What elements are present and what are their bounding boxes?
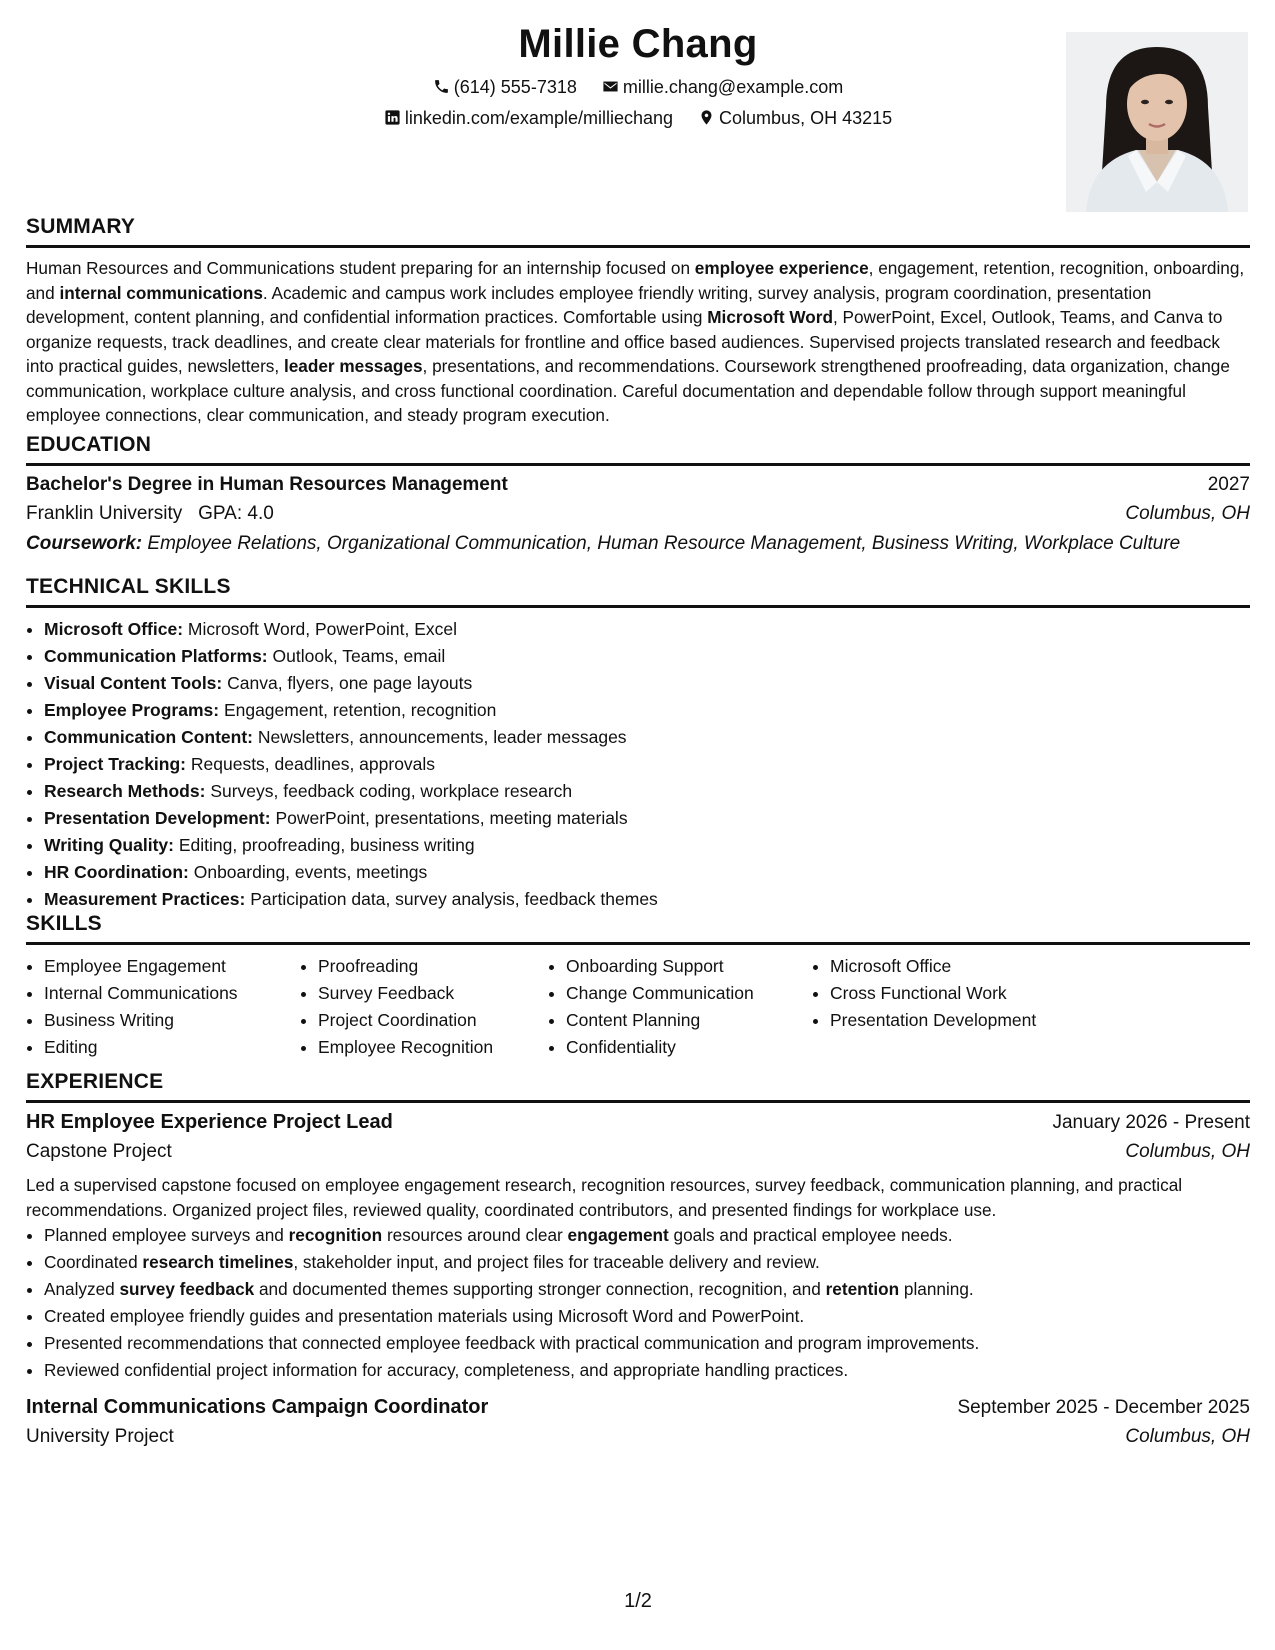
- skill-category: HR Coordination:: [44, 862, 189, 882]
- experience-entry-1: [26, 1111, 1250, 1384]
- skill-category: Presentation Development:: [44, 808, 271, 828]
- list-item: • Employee Engagement: [44, 953, 300, 980]
- experience-heading: EXPERIENCE: [26, 1070, 164, 1093]
- education-heading: EDUCATION: [26, 433, 152, 456]
- map-pin-icon: [698, 109, 715, 126]
- bullet-keyword: survey feedback: [119, 1279, 255, 1299]
- skills-column-4: [812, 953, 1090, 1061]
- summary-heading: SUMMARY: [26, 215, 136, 238]
- list-item: [44, 859, 1250, 886]
- skill-category: Visual Content Tools:: [44, 673, 223, 693]
- skills-column-3: [548, 953, 812, 1061]
- list-item: • Presented recommendations that connected employee feedback with practical communication and program improvements.: [44, 1330, 1250, 1357]
- coursework-line: [26, 533, 1250, 555]
- skill-values: Participation data, survey analysis, feedback themes: [250, 889, 658, 909]
- section-divider: [26, 463, 1250, 466]
- skill-values: Microsoft Word, PowerPoint, Excel: [187, 619, 457, 639]
- degree-title: Bachelor's Degree in Human Resources Management: [26, 474, 508, 495]
- summary-paragraph: [26, 256, 1250, 428]
- skill-values: Outlook, Teams, email: [272, 646, 446, 666]
- list-item: [44, 805, 1250, 832]
- graduation-year: 2027: [1207, 474, 1250, 495]
- list-item: • Created employee friendly guides and presentation materials using Microsoft Word and PowerPoint.: [44, 1303, 1250, 1330]
- list-item: • Presentation Development: [830, 1007, 1090, 1034]
- skill-category: Microsoft Office:: [44, 619, 184, 639]
- job-title: Internal Communications Campaign Coordinator: [26, 1396, 489, 1418]
- bullet-keyword: retention: [825, 1279, 900, 1299]
- skills-heading: SKILLS: [26, 912, 102, 935]
- bullet-keyword: engagement: [567, 1225, 669, 1245]
- skill-category: Communication Platforms:: [44, 646, 268, 666]
- list-item: [44, 643, 1250, 670]
- technical-skills-section: [26, 575, 1250, 913]
- school-row: [26, 503, 1250, 525]
- job-description: Led a supervised capstone focused on employee engagement research, recognition resources, survey feedback, communication planning, and practical recommendations. Organized project files, reviewed quality, coordinated contributors, and presented findings for workplace use.: [26, 1175, 1183, 1220]
- resume-page: [26, 0, 1250, 1650]
- list-item: [44, 1249, 1250, 1276]
- linkedin-contact[interactable]: [384, 108, 673, 129]
- list-item: • Microsoft Office: [830, 953, 1090, 980]
- list-item: [44, 697, 1250, 724]
- list-item: • Proofreading: [318, 953, 548, 980]
- skills-column-2: [300, 953, 548, 1061]
- bullet-keyword: recognition: [288, 1225, 383, 1245]
- job-location: Columbus, OH: [1125, 1426, 1250, 1447]
- bullet-text: goals and practical employee needs.: [668, 1225, 953, 1245]
- skill-category: Measurement Practices:: [44, 889, 246, 909]
- location-contact: [698, 108, 892, 129]
- skill-category: Writing Quality:: [44, 835, 174, 855]
- list-item: • Editing: [44, 1034, 300, 1061]
- job-org-row: [26, 1141, 1250, 1163]
- list-item: • Change Communication: [566, 980, 812, 1007]
- email-text[interactable]: millie.chang@example.com: [622, 77, 844, 97]
- skill-category: Project Tracking:: [44, 754, 186, 774]
- summary-text-4: , PowerPoint, Excel, Outlook, Teams, and Canva to organize requests, track deadlines, and create clear materials for frontline and office based audiences. Supervised projects translated research and feedback into practical guides, newsletters,: [26, 307, 1223, 376]
- page-number: 1/2: [624, 1590, 652, 1612]
- coursework-list: Employee Relations, Organizational Communication, Human Resource Management, Business Writing, Workplace Culture: [147, 533, 1181, 554]
- bullet-text: planning.: [899, 1279, 974, 1299]
- profile-photo: [1066, 32, 1248, 212]
- list-item: [44, 724, 1250, 751]
- list-item: • Content Planning: [566, 1007, 812, 1034]
- list-item: [44, 616, 1250, 643]
- email-contact[interactable]: [602, 77, 843, 98]
- job-bullets: [26, 1222, 1250, 1384]
- experience-section: [26, 1070, 1250, 1448]
- skill-category: Research Methods:: [44, 781, 206, 801]
- experience-entry-2: [26, 1396, 1250, 1448]
- job-header-row: [26, 1111, 1250, 1134]
- skill-values: Requests, deadlines, approvals: [190, 754, 436, 774]
- job-dates: September 2025 - December 2025: [957, 1397, 1250, 1418]
- skill-values: Canva, flyers, one page layouts: [227, 673, 473, 693]
- school-info: [26, 503, 274, 525]
- skill-values: PowerPoint, presentations, meeting materials: [275, 808, 628, 828]
- summary-keyword-3: Microsoft Word: [707, 307, 833, 327]
- phone-icon: [433, 78, 450, 95]
- job-location: Columbus, OH: [1125, 1141, 1250, 1162]
- bullet-text: resources around clear: [382, 1225, 568, 1245]
- phone-text: (614) 555-7318: [453, 77, 577, 97]
- coursework-label: Coursework:: [26, 533, 143, 554]
- list-item: [44, 670, 1250, 697]
- summary-keyword-4: leader messages: [283, 356, 423, 376]
- list-item: [44, 778, 1250, 805]
- technical-skills-list: [26, 616, 1250, 913]
- summary-text-2: , engagement, retention, recognition, onboarding, and: [26, 258, 1245, 303]
- list-item: • Survey Feedback: [318, 980, 548, 1007]
- summary-text-1: Human Resources and Communications student preparing for an internship focused on: [26, 258, 695, 278]
- skill-values: Editing, proofreading, business writing: [178, 835, 475, 855]
- list-item: [44, 1222, 1250, 1249]
- gpa: GPA: 4.0: [198, 503, 274, 524]
- bullet-text: , stakeholder input, and project files for traceable delivery and review.: [293, 1252, 820, 1272]
- linkedin-text[interactable]: linkedin.com/example/milliechang: [404, 108, 674, 128]
- section-divider: [26, 942, 1250, 945]
- section-divider: [26, 245, 1250, 248]
- skill-values: Surveys, feedback coding, workplace research: [210, 781, 573, 801]
- job-dates: January 2026 - Present: [1052, 1112, 1250, 1133]
- phone-contact: [433, 77, 577, 98]
- location-text: Columbus, OH 43215: [719, 108, 893, 128]
- skill-category: Employee Programs:: [44, 700, 220, 720]
- job-organization: Capstone Project: [26, 1141, 172, 1162]
- skills-grid: [26, 953, 1250, 1061]
- bullet-text: Analyzed: [44, 1279, 120, 1299]
- skill-values: Engagement, retention, recognition: [223, 700, 497, 720]
- envelope-icon: [602, 78, 619, 95]
- section-divider: [26, 605, 1250, 608]
- summary-text-5: , presentations, and recommendations. Coursework strengthened proofreading, data organization, change communication, workplace culture analysis, and cross functional coordination. Careful documentation and dependable follow through support meaningful employee connections, clear communication, and steady program execution.: [26, 356, 1230, 425]
- school-location: Columbus, OH: [1125, 503, 1250, 524]
- bullet-text: Planned employee surveys and: [44, 1225, 289, 1245]
- education-section: [26, 433, 1250, 555]
- job-org-row: [26, 1426, 1250, 1448]
- skills-column-1: [26, 953, 300, 1061]
- technical-skills-heading: TECHNICAL SKILLS: [26, 575, 231, 598]
- bullet-text: and documented themes supporting stronger connection, recognition, and: [254, 1279, 826, 1299]
- degree-row: [26, 474, 1250, 496]
- bullet-keyword: research timelines: [142, 1252, 294, 1272]
- skill-values: Onboarding, events, meetings: [193, 862, 428, 882]
- list-item: [44, 886, 1250, 913]
- school-name: Franklin University: [26, 503, 183, 524]
- list-item: [44, 832, 1250, 859]
- list-item: • Internal Communications: [44, 980, 300, 1007]
- list-item: • Employee Recognition: [318, 1034, 548, 1061]
- bullet-text: Coordinated: [44, 1252, 143, 1272]
- job-organization: University Project: [26, 1426, 174, 1447]
- list-item: • Onboarding Support: [566, 953, 812, 980]
- section-divider: [26, 1100, 1250, 1103]
- skills-section: [26, 912, 1250, 1061]
- list-item: • Business Writing: [44, 1007, 300, 1034]
- summary-text-3: . Academic and campus work includes employee friendly writing, survey analysis, program coordination, presentation development, content planning, and confidential information practices. Comfortable using: [26, 282, 1152, 327]
- skill-values: Newsletters, announcements, leader messages: [257, 727, 627, 747]
- skill-category: Communication Content:: [44, 727, 254, 747]
- summary-keyword-1: employee experience: [694, 258, 869, 278]
- candidate-name: Millie Chang: [518, 22, 758, 66]
- list-item: • Project Coordination: [318, 1007, 548, 1034]
- summary-keyword-2: internal communications: [59, 282, 263, 303]
- job-title: HR Employee Experience Project Lead: [26, 1111, 393, 1133]
- summary-section: [26, 215, 1250, 428]
- list-item: [44, 1276, 1250, 1303]
- job-header-row: [26, 1396, 1250, 1419]
- list-item: • Reviewed confidential project information for accuracy, completeness, and appropriate handling practices.: [44, 1357, 1250, 1384]
- list-item: • Cross Functional Work: [830, 980, 1090, 1007]
- list-item: [44, 751, 1250, 778]
- list-item: • Confidentiality: [566, 1034, 812, 1061]
- linkedin-icon: [384, 109, 401, 126]
